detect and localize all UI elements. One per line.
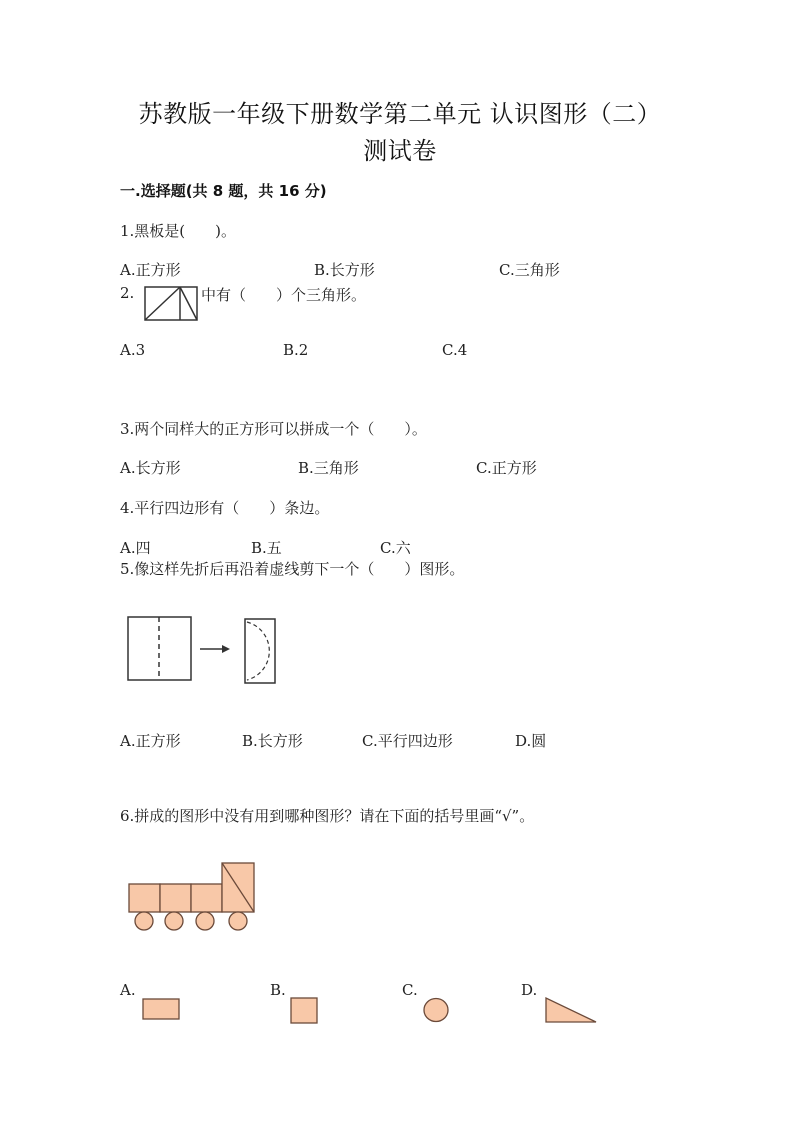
fold-cut-figure — [127, 616, 279, 686]
page-title: 苏教版一年级下册数学第二单元 认识图形（二） — [138, 100, 662, 128]
q2-option-a[interactable]: A.3 — [120, 341, 146, 359]
q6-triangle-shape — [544, 996, 600, 1026]
section-heading: 一.选择题(共 8 题，共 16 分) — [120, 182, 327, 200]
q1-option-c[interactable]: C.三角形 — [499, 261, 560, 279]
q2-option-b[interactable]: B.2 — [283, 341, 309, 359]
question-6: 6.拼成的图形中没有用到哪种图形？请在下面的括号里画“√”。 — [120, 807, 535, 825]
q6-circle-shape — [423, 997, 451, 1025]
q6-option-c[interactable]: C. — [402, 981, 418, 999]
q4-option-c[interactable]: C.六 — [380, 539, 411, 557]
q3-option-b[interactable]: B.三角形 — [298, 459, 359, 477]
q6-square-shape — [290, 997, 320, 1025]
page-title-line2: 测试卷 — [363, 137, 437, 165]
q1-option-b[interactable]: B.长方形 — [314, 261, 375, 279]
question-4: 4.平行四边形有（ ）条边。 — [120, 499, 330, 517]
question-1: 1.黑板是( )。 — [120, 222, 237, 240]
q3-option-a[interactable]: A.长方形 — [120, 459, 181, 477]
q4-option-a[interactable]: A.四 — [120, 539, 151, 557]
q4-option-b[interactable]: B.五 — [251, 539, 282, 557]
question-5: 5.像这样先折后再沿着虚线剪下一个（ ）图形。 — [120, 560, 465, 578]
rectangle-triangles-figure — [144, 286, 200, 322]
q5-option-a[interactable]: A.正方形 — [120, 732, 181, 750]
q5-option-c[interactable]: C.平行四边形 — [362, 732, 453, 750]
q2-option-c[interactable]: C.4 — [442, 341, 468, 359]
question-3: 3.两个同样大的正方形可以拼成一个（ ）。 — [120, 420, 427, 438]
q6-rectangle-shape — [142, 998, 180, 1022]
truck-figure — [127, 860, 259, 934]
q5-option-d[interactable]: D.圆 — [515, 732, 547, 750]
q1-option-a[interactable]: A.正方形 — [120, 261, 181, 279]
q6-option-b[interactable]: B. — [270, 981, 286, 999]
q3-option-c[interactable]: C.正方形 — [476, 459, 537, 477]
q5-option-b[interactable]: B.长方形 — [242, 732, 303, 750]
q6-option-a[interactable]: A. — [120, 981, 136, 999]
question-2-number: 2. — [120, 284, 135, 302]
question-2: 中有（ ）个三角形。 — [201, 286, 367, 304]
q6-option-d[interactable]: D. — [521, 981, 538, 999]
